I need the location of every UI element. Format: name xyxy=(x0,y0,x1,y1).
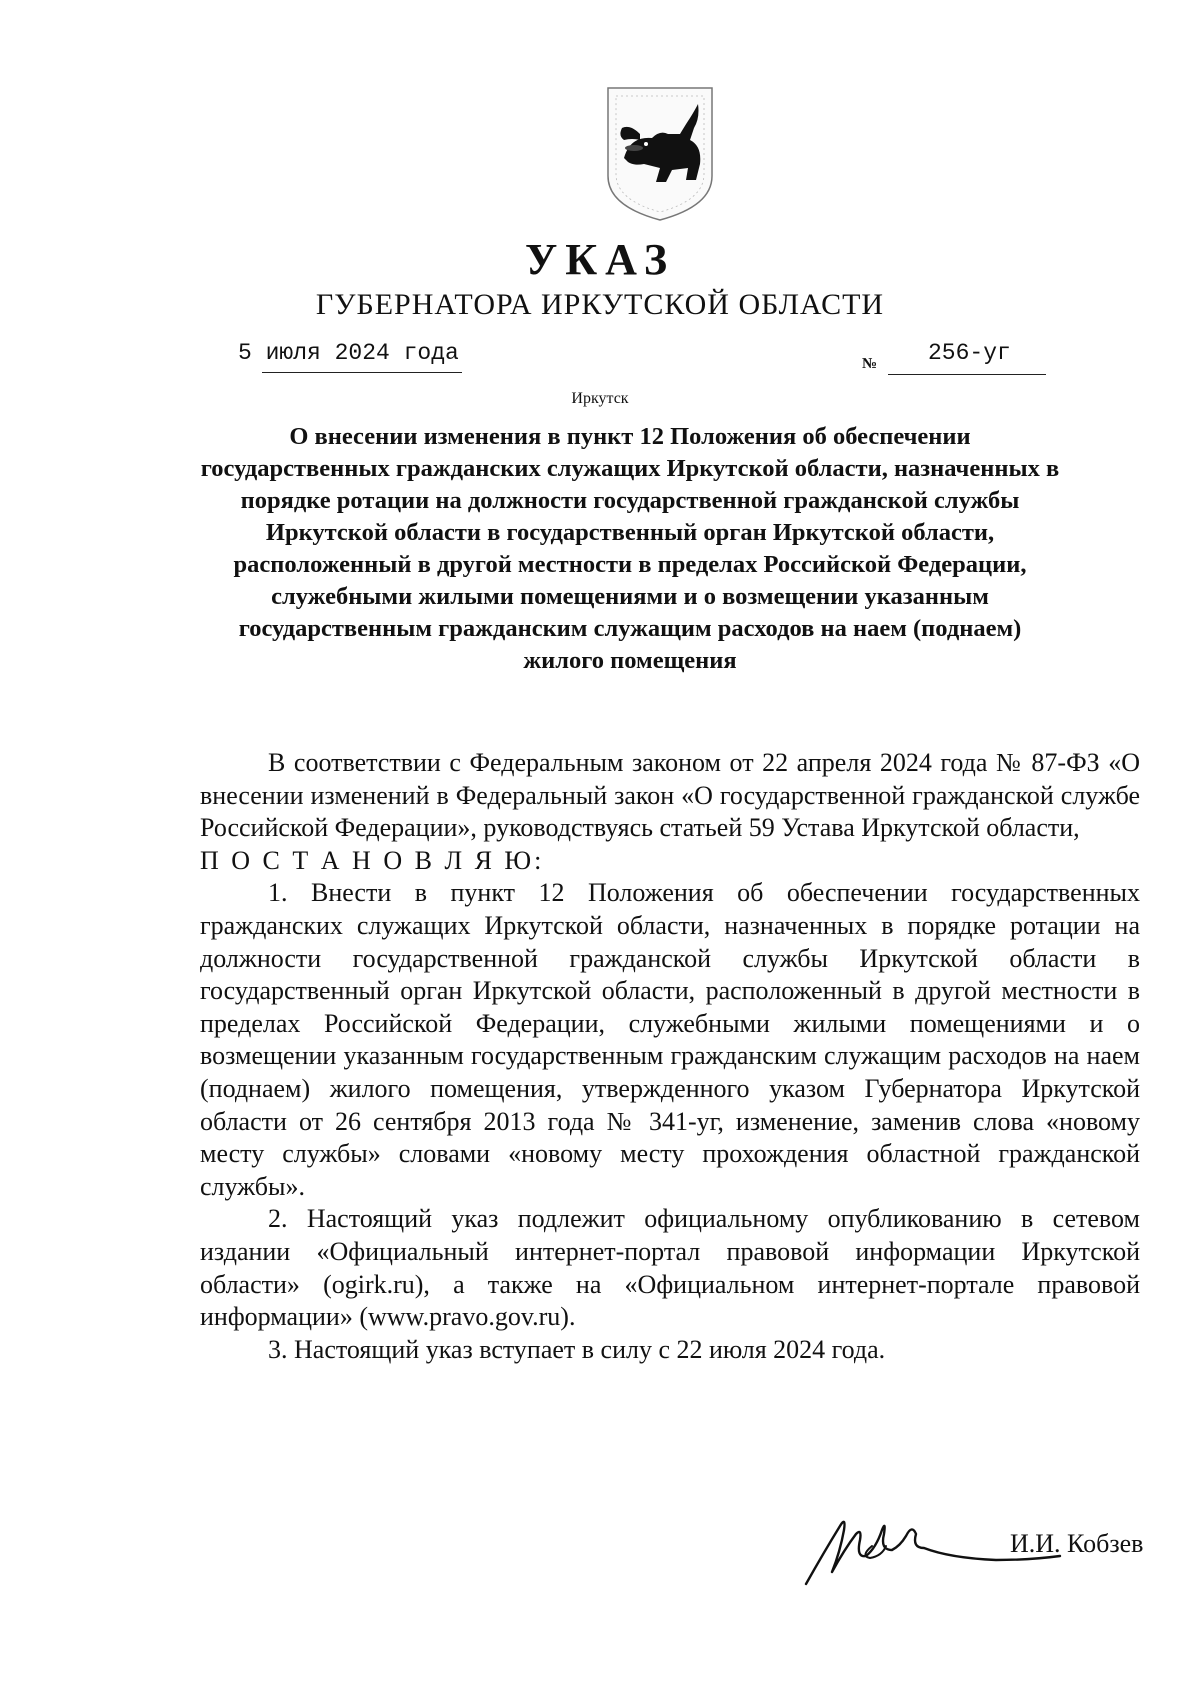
item-2-paragraph: 2. Настоящий указ подлежит официальному опубликованию в сетевом издании «Официальный интернет-портал правовой информации Иркутской области» (ogirk.ru), а также на «Официальном интернет-портале правовой информации» (www.pravo.gov.ru). xyxy=(200,1204,1140,1332)
document-date: 5 июля 2024 года xyxy=(238,340,459,366)
date-underline xyxy=(262,372,462,373)
document-number: 256-уг xyxy=(928,340,1011,366)
document-heading: О внесении изменения в пункт 12 Положения об обеспечении государственных гражданских служащих Иркутской области, назначенных в порядке ротации на должности государственной гражданской службы Иркутской области в государственный орган Иркутской области, расположенный в другой местности в пределах Российской Федерации, служебными жилыми помещениями и о возмещении указанным государственным гражданским служащим расходов на наем (поднаем) жилого помещения xyxy=(200,423,1060,674)
item-3-paragraph: 3. Настоящий указ вступает в силу с 22 июля 2024 года. xyxy=(268,1334,886,1364)
document-type: УКАЗ xyxy=(524,235,676,284)
preamble-paragraph: В соответствии с Федеральным законом от 22 апреля 2024 года № 87-ФЗ «О внесении изменений в Федеральный закон «О государственной гражданской службе Российской Федерации», руководствуясь статьей 59 Устава Иркутской области, xyxy=(200,748,1140,843)
coat-of-arms-icon xyxy=(600,84,720,224)
number-sign: № xyxy=(862,356,878,372)
resolve-word: П О С Т А Н О В Л Я Ю: xyxy=(200,845,545,875)
signatory-name: И.И. Кобзев xyxy=(1010,1529,1144,1558)
issuer-title: ГУБЕРНАТОРА ИРКУТСКОЙ ОБЛАСТИ xyxy=(315,288,885,321)
item-1-paragraph: 1. Внести в пункт 12 Положения об обеспечении государственных гражданских служащих Иркутской области, назначенных в порядке ротации на должности государственной гражданской службы Иркутской области в государственный орган Иркутской области, расположенный в другой местности в пределах Российской Федерации, служебными жилыми помещениями и о возмещении указанным государственным гражданским служащим расходов на наем (поднаем) жилого помещения, утвержденного указом Губернатора Иркутской области от 26 сентября 2013 года № 341-уг, изменение, заменив слова «новому месту службы» словами «новому месту прохождения областной гражданской службы». xyxy=(200,878,1140,1201)
number-underline xyxy=(888,374,1046,375)
document-city: Иркутск xyxy=(571,390,629,407)
document-body xyxy=(200,747,1140,1366)
